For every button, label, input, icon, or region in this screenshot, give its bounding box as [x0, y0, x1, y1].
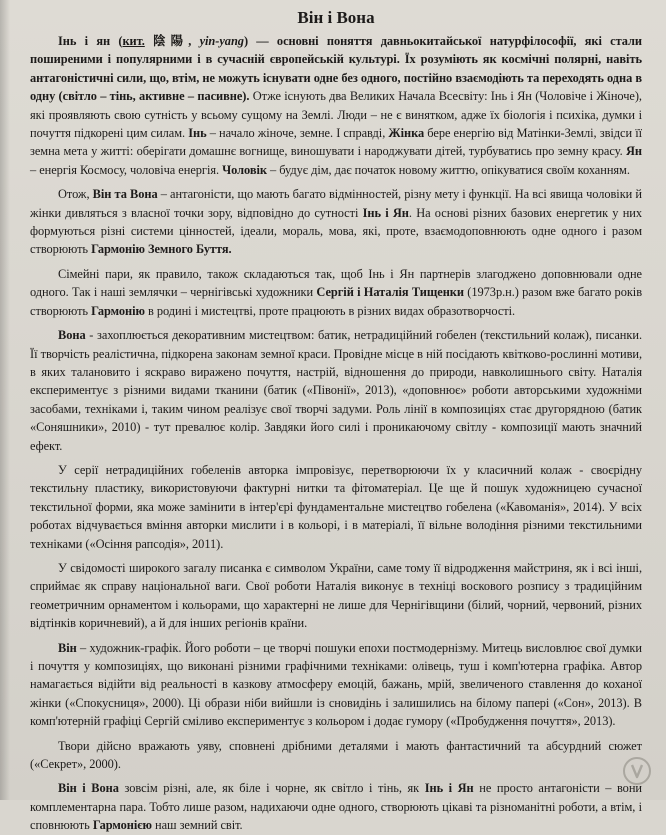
- paragraph-conclusion: [30, 779, 642, 834]
- paragraph-works: Твори дійсно вражають уяву, сповнені дрібними деталями і мають фантастичний та абсурдний сюжет («Секрет», 2000).: [30, 738, 642, 772]
- p1-lead: Інь і ян (: [58, 34, 123, 48]
- p1-text-d: – начало жіноче, земне. І справді,: [206, 126, 389, 141]
- p3-text-c: в родині і мистецтві, проте працюють в різних видах образотворчості.: [144, 303, 516, 318]
- p1-text-g: – будує дім, дає початок новому життю, опікуватися своїм коханням.: [266, 162, 630, 177]
- p1-pinyin: yin-yang: [199, 34, 244, 48]
- p1-text-e: бере енергію від Матінки-Землі, звідси її земна мета у житті: оберігати домашнє вогнище, виношувати і народжувати дітей, турбуватись про земну красу.: [30, 126, 642, 159]
- p1-in: Інь: [188, 126, 207, 141]
- p3-text-b: (1973р.н.) разом вже багато років створюють: [30, 285, 642, 318]
- page-title: Він і Вона: [297, 8, 375, 27]
- p2-in-yan: Інь і Ян: [362, 205, 409, 220]
- p9-in-yan: Інь і Ян: [424, 781, 474, 796]
- p3-text-a: Сімейні пари, як правило, також складаються так, щоб Інь і Ян партнерів злагоджено доповнювали одне одного. Так і наші землячки – чернігівські художники: [30, 266, 642, 300]
- p9-vin-vona: Він і Вона: [58, 781, 119, 796]
- paragraph-vona: [30, 326, 642, 455]
- p7-vin: Він: [58, 640, 77, 655]
- p3-harmony: Гармонію: [91, 303, 145, 318]
- paragraph-yin-yang: [30, 32, 642, 179]
- p9-harmony: Гармонією: [92, 818, 152, 833]
- p4-vona: Вона: [58, 328, 86, 343]
- p9-text-c: наш земний світ.: [151, 818, 243, 833]
- p1-cholovik: Чоловік: [222, 162, 267, 177]
- p1-zhinka: Жінка: [388, 126, 425, 141]
- paragraph-couples: [30, 265, 642, 320]
- page-shadow: [0, 0, 10, 800]
- p1-text-c: Отже існують два Великих Начала Всесвіту: Інь і Ян (Чоловіче і Жіноче), які проявляють свою сутність у всьому сущому на Землі. Люди – не є винятком, адже їх біологія і психіка, думки і почуття підкорені цим силам.: [30, 89, 642, 141]
- paragraph-vin: [30, 639, 642, 731]
- p9-text-a: зовсім різні, але, як біле і чорне, як світло і тінь, як: [118, 781, 425, 796]
- p1-hanzi: 陰陽,: [144, 34, 200, 48]
- p2-vin-vona: Він та Вона: [92, 187, 158, 202]
- watermark-logo-icon: [622, 756, 652, 786]
- p3-artists: Сергій і Наталія Тищенки: [316, 285, 464, 300]
- paragraph-tapestries: У серії нетрадиційних гобеленів авторка імпровізує, перетворюючи їх у класичний колаж - своєрідну текстильну пластику, використовуючи фактурні нитки та фітоматеріал. Це ще й пошук художницею сучасної текстильної форми, яка може замінити в інтер'єрі фундаментальне мистецтво гобелена («Кавоманія», 2014). У всіх роботах відчувається вміння авторки мислити і в кольорі, і в матеріалі, її вільне володіння різними текстильними техніками («Осіння рапсодія», 2011).: [30, 462, 642, 551]
- p2-text-b: – антагоністи, що мають багато відмінностей, різну мету і функції. На всі явища чоловіки й жінки дивляться з власної точки зору, відповідно до сутності: [30, 187, 642, 220]
- p1-kit-link[interactable]: кит.: [122, 34, 145, 48]
- p2-text-a: Отож,: [58, 187, 93, 202]
- p4-text-a: - захоплюється декоративним мистецтвом: батик, нетрадиційний гобелен (текстильний колаж), писанки. Її творчість реалістична, підкорена законам земної краси. Провідне місце в ній посідають квітково-рослинні мотиви, в яких талановито і яскраво виражено почуття, настрій, відношення до природи, навколишнього світу. Наталія експериментує з різними видами тканини (батик («Півонії», 2013), «доповнює» роботи авторськими художніми засобами, техніками і, таким чином реалізує свої творчі задуми. Роль лінії в композиціях стає другорядною (батик «Соняшники», 2010) - тут превалює колір. Завдяки його силі і проникаючому світлу - композиції мають значний ефект.: [30, 328, 642, 453]
- p1-definition: ) — основні поняття давньокитайської натурфілософії, які стали поширеними і популярними і в сучасній європейській культурі. Їх розуміють як космічні полярні, навіть антагоністичні сили, що, втім, не можуть існувати одне без одного, постійно взаємодіють та переходять одна в одну (світло – тінь, активне – пасивне).: [30, 34, 643, 104]
- paragraph-antagonists: [30, 185, 642, 259]
- p2-harmony: Гармонію Земного Буття.: [91, 242, 232, 257]
- p2-text-c: . На основі різних базових енергетик у них формуються різні системи цінностей, ідеали, мораль, мова, які, проте, взаємодоповнюють одне одного і разом створюють: [30, 205, 643, 257]
- p7-text-a: – художник-графік. Його роботи – це творчі пошуки епохи постмодернізму. Митець висловлює свої думки і почуття у композиціях, що виконані різними графічними техніками: олівець, туш і комп'ютерна графіка. Автор намагається відійти від реальності в казкову атмосферу емоцій, бажань, мрій, звеличеного ставлення до коханої жінки («Спокусниця», 2000). Ці образи ніби вийшли із сновидінь і залишились на білому папері («Сон», 2013). В комп'ютерній графіці Сергій сміливо експериментує з кольором і додає гумору («Пробудження почуття», 2013).: [30, 640, 642, 729]
- p9-text-b: не просто антагоністи – вони комплементарна пара. Тобто лише разом, надихаючи одне одного, створюють цікаві та різноманітні роботи, а втім, і сповнюють: [30, 781, 642, 833]
- paragraph-pysanky: У свідомості широкого загалу писанка є символом України, саме тому її відродження майстриня, як і всі інші, сприймає як справу національної ваги. Свої роботи Наталія виконує в техніці воскового розпису з традиційним геометричним орнаментом і кольорами, що характерні не лише для Чернігівщини (білий, чорний, червоний, різних відтінків коричневий), а й для інших регіонів країни.: [30, 560, 642, 631]
- p1-yan: Ян: [626, 144, 642, 159]
- p1-text-f: – енергія Космосу, чоловіча енергія.: [30, 162, 223, 177]
